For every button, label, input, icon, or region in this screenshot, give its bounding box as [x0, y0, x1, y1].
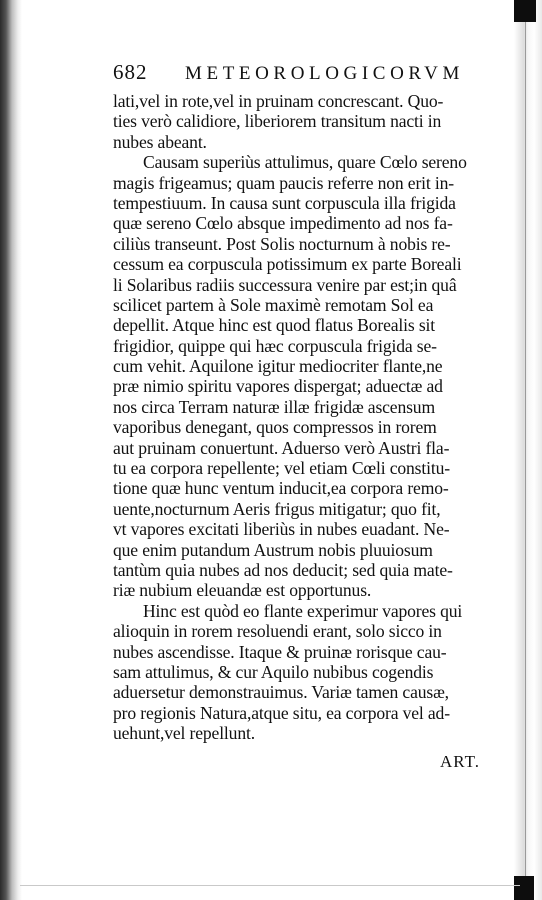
- text-line: nos circa Terram naturæ illæ frigidæ ascensum: [113, 396, 435, 417]
- page-edge-line: [525, 20, 526, 880]
- text-line: sam attulimus, & cur Aquilo nubibus cogendis: [113, 661, 434, 682]
- black-tab-bottom: [514, 876, 534, 900]
- paragraph-first-line: Causam superiùs attulimus, quare Cœlo sereno: [143, 152, 467, 173]
- page-edge-right: [514, 0, 542, 900]
- black-tab-top: [514, 0, 536, 22]
- text-line: aduersetur demonstrauimus. Variæ tamen causæ,: [113, 682, 449, 703]
- text-line: magis frigeamus; quam paucis referre non erit in-: [113, 172, 454, 193]
- binding-edge-left: [0, 0, 22, 900]
- text-line: alioquin in rorem resoluendi erant, solo sicco in: [113, 621, 442, 642]
- text-line: pro regionis Natura,atque situ, ea corpora vel ad-: [113, 702, 450, 723]
- text-line: ties verò calidiore, liberiorem transitum nacti in: [113, 111, 442, 132]
- catchword: ART.: [440, 752, 480, 771]
- page-bottom-edge: [20, 885, 520, 886]
- running-head: METEOROLOGICORVM: [185, 63, 464, 84]
- text-line: uente,nocturnum Aeris frigus mitigatur; quo fit,: [113, 498, 441, 519]
- text-line: nubes abeant.: [113, 131, 207, 152]
- text-line: cum vehit. Aquilone igitur mediocriter flante,ne: [113, 356, 443, 377]
- text-line: riæ nubium eleuandæ est opportunus.: [113, 580, 372, 601]
- text-line: tione quæ hunc ventum inducit,ea corpora remo-: [113, 478, 449, 499]
- page-number: 682: [113, 60, 148, 84]
- text-line: tantùm quia nubes ad nos deducit; sed quia mate-: [113, 559, 453, 580]
- paragraph-first-line: Hinc est quòd eo flante experimur vapores qui: [143, 600, 463, 621]
- text-line: quæ sereno Cœlo absque impedimento ad nos fa-: [113, 213, 453, 234]
- page-header: [113, 60, 503, 90]
- text-line: lati,vel in rote,vel in pruinam concrescant. Quo-: [113, 91, 444, 111]
- text-line: vaporibus denegant, quos compressos in rorem: [113, 417, 437, 438]
- body-text: [113, 91, 506, 744]
- text-line: cessum ea corpuscula potissimum ex parte Boreali: [113, 254, 462, 275]
- text-line: ciliùs transeunt. Post Solis nocturnum à nobis re-: [113, 233, 451, 254]
- text-line: scilicet partem à Sole maximè remotam Sol ea: [113, 294, 434, 315]
- text-line: uehunt,vel repellunt.: [113, 723, 255, 744]
- text-line: tempestiuum. In causa sunt corpuscula illa frigida: [113, 192, 456, 213]
- text-line: aut pruinam conuertunt. Aduerso verò Austri fla-: [113, 437, 450, 458]
- text-line: præ nimio spiritu vapores dispergat; aduectæ ad: [113, 376, 443, 397]
- text-line: que enim putandum Austrum nobis pluuiosum: [113, 539, 433, 560]
- text-line: nubes ascendisse. Itaque & pruinæ rorisque cau-: [113, 641, 447, 662]
- text-line: frigidior, quippe qui hæc corpuscula frigida se-: [113, 335, 437, 356]
- text-line: li Solaribus radiis successura venire par est;in quâ: [113, 274, 457, 295]
- text-line: tu ea corpora repellente; vel etiam Cœli constitu-: [113, 458, 450, 479]
- text-line: vt vapores excitati liberiùs in nubes euadant. Ne-: [113, 519, 450, 540]
- text-line: depellit. Atque hinc est quod flatus Borealis sit: [113, 315, 435, 336]
